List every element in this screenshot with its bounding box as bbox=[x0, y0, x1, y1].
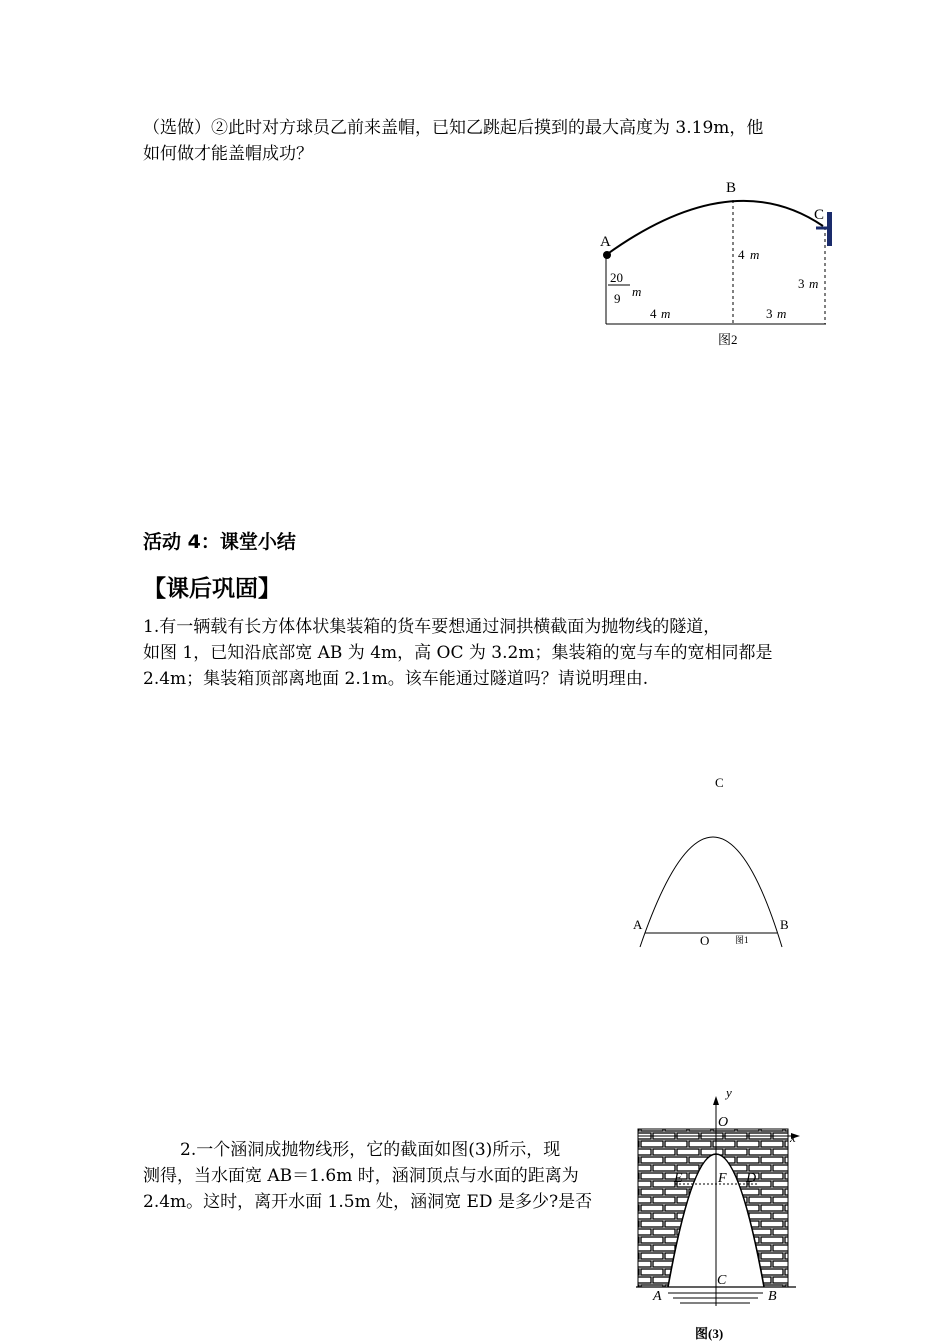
figure-3-diagram bbox=[628, 1084, 808, 1344]
activity-4-heading: 活动 4：课堂小结 bbox=[143, 531, 296, 553]
dist-left-value: 4 bbox=[650, 306, 657, 321]
figure-2-caption: 图2 bbox=[718, 332, 738, 347]
frac-numerator: 20 bbox=[610, 270, 623, 285]
label-o: O bbox=[718, 1115, 729, 1130]
trajectory-arc bbox=[606, 201, 823, 255]
label-b: B bbox=[726, 180, 737, 196]
dist-left-unit: m bbox=[661, 306, 671, 321]
label-c: C bbox=[814, 207, 825, 223]
q2-line1: 2.一个涵洞成抛物线形，它的截面如图(3)所示，现 bbox=[180, 1140, 561, 1160]
label-e: E bbox=[674, 1171, 683, 1186]
height-b-unit: m bbox=[750, 247, 760, 262]
q1-line2: 如图 1，已知沿底部宽 AB 为 4m，高 OC 为 3.2m；集装箱的宽与车的宽相同都是 bbox=[143, 643, 773, 663]
dist-right-value: 3 bbox=[766, 306, 773, 321]
label-d: D bbox=[746, 1171, 757, 1186]
q2-line3: 2.4m。这时，离开水面 1.5m 处，涵洞宽 ED 是多少?是否 bbox=[143, 1192, 593, 1212]
label-c: C bbox=[715, 775, 724, 790]
label-a: A bbox=[633, 917, 643, 932]
frac-denominator: 9 bbox=[614, 291, 621, 306]
y-axis-arrow bbox=[713, 1096, 719, 1105]
label-y: y bbox=[726, 1085, 732, 1100]
figure-2-diagram bbox=[590, 172, 840, 352]
dist-right-unit: m bbox=[777, 306, 787, 321]
q2-line2: 测得，当水面宽 AB＝1.6m 时，涵洞顶点与水面的距离为 bbox=[143, 1166, 579, 1186]
label-o: O bbox=[700, 933, 710, 948]
height-c-value: 3 bbox=[798, 276, 805, 291]
label-x: x bbox=[790, 1130, 796, 1145]
label-b: B bbox=[780, 917, 789, 932]
figure-1-caption: 图1 bbox=[735, 935, 749, 945]
q1-line1: 1.有一辆载有长方体体状集装箱的货车要想通过洞拱横截面为抛物线的隧道， bbox=[143, 617, 721, 637]
consolidation-heading: 【课后巩固】 bbox=[143, 576, 281, 602]
figure-1-diagram bbox=[625, 772, 805, 954]
ball-point-a bbox=[603, 251, 611, 259]
label-a: A bbox=[600, 234, 611, 250]
brick-wall bbox=[638, 1129, 788, 1287]
height-c-unit: m bbox=[809, 276, 819, 291]
tunnel-parabola bbox=[640, 837, 782, 947]
label-a: A bbox=[653, 1289, 662, 1304]
label-f: F bbox=[718, 1171, 727, 1186]
label-c: C bbox=[717, 1273, 727, 1288]
height-b-value: 4 bbox=[738, 247, 745, 262]
optional-question-line2: 如何做才能盖帽成功？ bbox=[143, 144, 313, 164]
label-b: B bbox=[768, 1289, 777, 1304]
figure-3-caption: 图(3) bbox=[695, 1326, 724, 1341]
frac-unit: m bbox=[632, 284, 642, 299]
optional-question-line1: （选做）②此时对方球员乙前来盖帽，已知乙跳起后摸到的最大高度为 3.19m，他 bbox=[143, 118, 764, 138]
q1-line3: 2.4m；集装箱顶部离地面 2.1m。该车能通过隧道吗？请说明理由. bbox=[143, 669, 649, 689]
